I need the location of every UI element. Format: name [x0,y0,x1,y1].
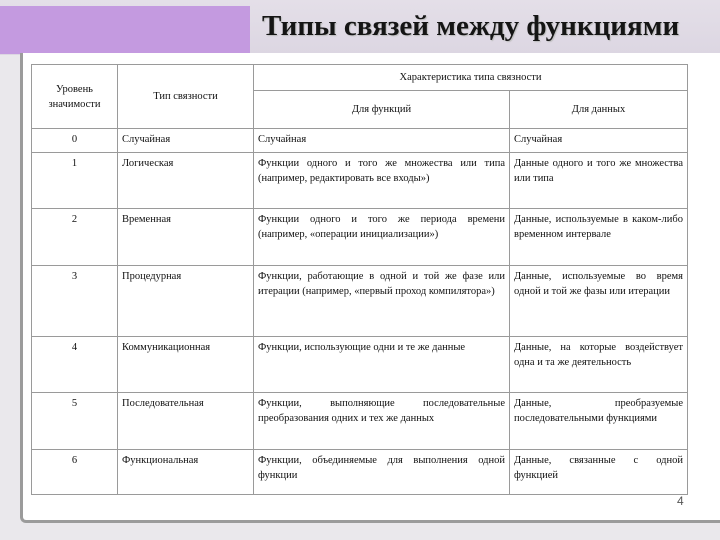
data-cell: Случайная [510,129,688,153]
table-row [32,153,688,209]
type-cell: Логическая [118,153,254,209]
level-cell: 1 [32,153,118,209]
header-characteristic: Характеристика типа связности [254,65,688,91]
type-cell: Процедурная [118,266,254,337]
header-level: Уровень значимости [32,65,118,129]
level-cell: 6 [32,450,118,495]
type-cell: Функциональная [118,450,254,495]
data-cell: Данные одного и того же множества или типа [510,153,688,209]
title-accent-bar [0,6,250,54]
data-cell: Данные, преобразуемые последовательными функциями [510,393,688,450]
table-header-row [32,65,688,91]
table-row [32,450,688,495]
functions-cell: Функции, выполняющие последовательные преобразования одних и тех же данных [254,393,510,450]
cohesion-types-table [31,64,688,495]
type-cell: Временная [118,209,254,266]
header-type: Тип связности [118,65,254,129]
table-row [32,129,688,153]
type-cell: Последовательная [118,393,254,450]
page-number: 4 [677,494,684,508]
table-row [32,393,688,450]
functions-cell: Функции, объединяемые для выполнения одной функции [254,450,510,495]
level-cell: 5 [32,393,118,450]
header-for-functions: Для функций [254,91,510,129]
level-cell: 0 [32,129,118,153]
functions-cell: Функции одного и того же множества или типа (например, редактировать все входы») [254,153,510,209]
table-row [32,209,688,266]
type-cell: Коммуникационная [118,337,254,393]
data-cell: Данные, используемые во время одной и той же фазы или итерации [510,266,688,337]
functions-cell: Функции, работающие в одной и той же фазе или итерации (например, «первый проход компилятора») [254,266,510,337]
functions-cell: Функции одного и того же периода времени (например, «операции инициализации») [254,209,510,266]
table-row [32,266,688,337]
table-row [32,337,688,393]
level-cell: 3 [32,266,118,337]
functions-cell: Функции, использующие одни и те же данные [254,337,510,393]
data-cell: Данные, связанные с одной функцией [510,450,688,495]
data-cell: Данные, используемые в каком-либо временном интервале [510,209,688,266]
type-cell: Случайная [118,129,254,153]
data-cell: Данные, на которые воздействует одна и та же деятельность [510,337,688,393]
slide-title: Типы связей между функциями [262,10,680,42]
level-cell: 2 [32,209,118,266]
level-cell: 4 [32,337,118,393]
header-for-data: Для данных [510,91,688,129]
functions-cell: Случайная [254,129,510,153]
